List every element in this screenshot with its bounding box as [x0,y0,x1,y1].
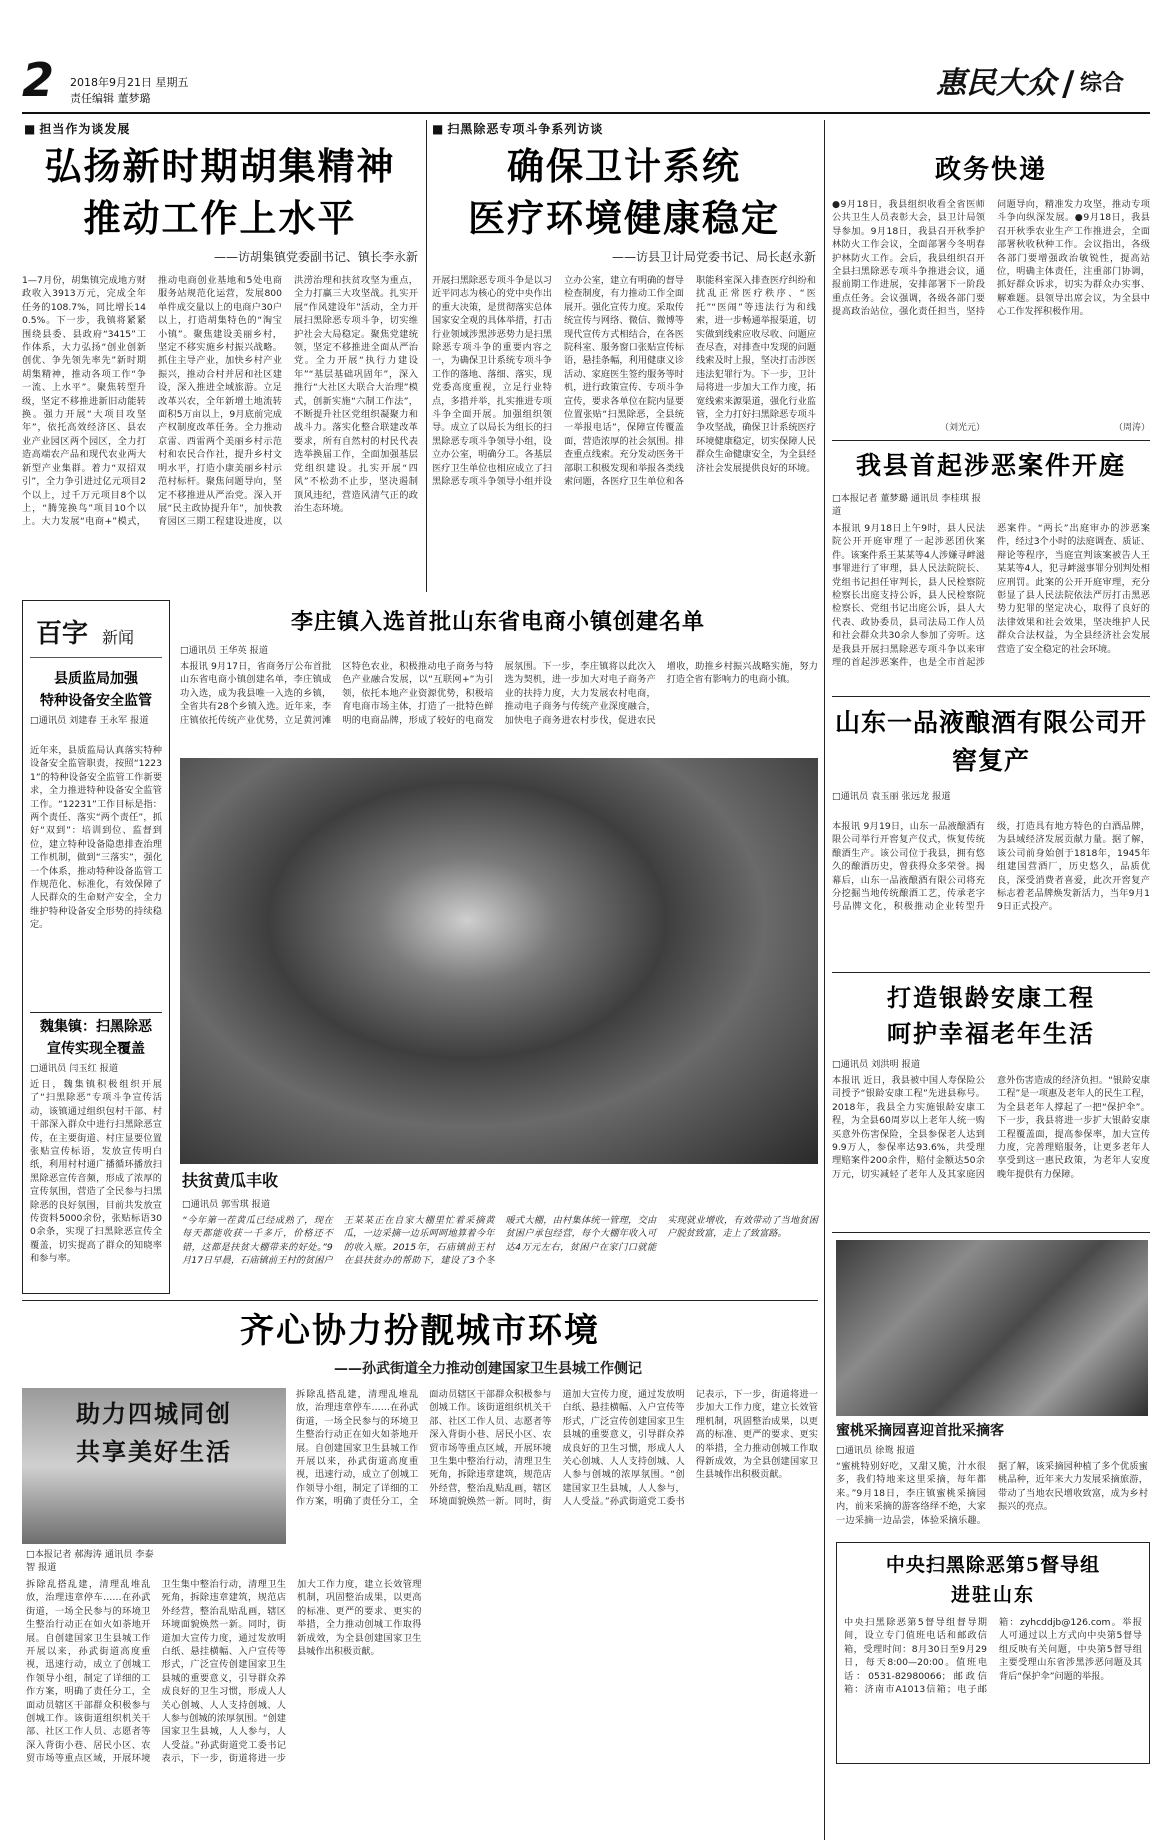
brief-logo-a: 百字 [36,619,89,649]
section-name: 综合 [1080,71,1125,96]
brief-logo-b: 新闻 [102,628,135,647]
a6-title [832,704,1150,784]
photo1-caption: 扶贫黄瓜丰收 [182,1171,279,1190]
a7-body: 本报讯 近日，我县被中国人寿保险公司授予“银龄安康工程”先进县称号。2018年，我县全力实施银龄安康工程，为全县60周岁以上老年人统一购买意外伤害保险，全县参保老人达到9.9万人，参保率达93.6%，共受理理赔案件200余件，赔付金额达50余万元，切实减轻了老年人及其家庭因意外伤害造成的经济负担。“银龄安康工程”是一项惠及老年人的民生工程，为全县老年人撑起了一把“保护伞”。下一步，我县将进一步扩大银龄安康工程覆盖面，提高参保率，加大宣传力度，完善理赔服务，让更多老年人享受到这一惠民政策，为老年人安度晚年提供有力保障。 [832,1075,1150,1180]
a9-byline: □通讯员 徐鸳 报道 [836,1445,915,1456]
a7-rule [832,1232,1150,1233]
a1-tag: ■ 担当作为谈发展 [24,120,384,138]
brief-logo [30,612,162,658]
a10-title-line2: 进驻山东 [950,1584,1035,1606]
a4-title: 我县首起涉恶案件开庭 [855,451,1126,480]
peach-orchard-photo [836,1240,1148,1416]
a2-tag: ■ 扫黑除恶专项斗争系列访谈 [432,120,812,138]
a3-rule [832,440,1150,441]
a6-title-text: 山东一品液酿酒有限公司开窖复产 [834,708,1147,775]
brief1-title-line2: 特种设备安全监管 [40,693,152,709]
brief1-byline: □通讯员 刘建春 王永军 报道 [30,715,149,726]
a5-title: 李庄镇入选首批山东省电商小镇创建名单 [290,609,705,635]
a10-body: 中央扫黑除恶第5督导组督导期间，设立专门值班电话和邮政信箱，受理时间：8月30日至9月29日，每天8:00—20:00。值班电话：0531-82980066；邮政信箱：济南市A1013信箱；电子邮箱：zyhcddjb@126.com。举报人可通过以上方式向中央第5督导组反映有关问题，中央第5督导组主要受理山东省涉黑涉恶问题及其背后“保护伞”问题的举报。 [844,1617,1142,1696]
a9-caption: 蜜桃采摘园喜迎首批采摘客 [836,1423,1004,1439]
a4-byline: □本报记者 董梦璐 通讯员 李桂琪 报道 [832,493,981,517]
editor-line: 责任编辑 董梦璐 [70,92,151,105]
a6-body: 本报讯 9月19日，山东一品液酿酒有限公司举行开窖复产仪式，恢复传统酿酒生产。该公司位于我县，拥有悠久的酿酒历史，曾获得众多荣誉。揭幕后，山东一品液酿酒有限公司将充分挖掘当地传统酿酒工艺，传承老字号品牌文化，积极推动企业转型升级，打造具有地方特色的白酒品牌，为县域经济发展贡献力量。据了解，该公司前身始创于1818年，1945年组建国营酒厂，历史悠久，品质优良，深受消费者喜爱，此次开窖复产标志着老品牌焕发新活力，当年9月19日正式投产。 [832,821,1150,913]
a7-byline: □通讯员 刘洪明 报道 [832,1059,921,1070]
a2-divider [824,120,825,1840]
brief2-byline: □通讯员 闫玉红 报道 [30,1063,119,1074]
a1-subtitle: ——访胡集镇党委副书记、镇长李永新 [213,250,418,264]
brief2-body: 近日，魏集镇积极组织开展了“扫黑除恶”专项斗争宣传活动，该镇通过组织包村干部、村干部深入群众中进行扫黑除恶宣传，在主要街道、村庄显要位置张贴宣传标语，发放宣传明白纸，利用村村通广播循环播放扫黑除恶宣传音频，形成了浓厚的宣传氛围，营造了全民参与扫黑除恶的良好氛围，目前共发放宣传资料5000余份，张贴标语300余条，实现了扫黑除恶宣传全覆盖，切实提高了群众的知晓率和参与率。 [30,1079,162,1265]
brief-rule [30,1012,162,1013]
page-number: 2 [22,53,55,107]
a2-subtitle: ——访县卫计局党委书记、局长赵永新 [611,250,816,264]
a7-title-line1: 打造银龄安康工程 [887,983,1095,1012]
masthead-slash: / [1062,64,1075,104]
a8-banner-line1: 助力四城同创 [76,1399,232,1428]
a8-byline: □本报记者 郝海涛 通讯员 李泰智 报道 [26,1549,154,1573]
a8-body-left: 拆除乱搭乱建，清理乱堆乱放，治理违章停车……在孙武街道，一场全民参与的环境卫生整治行动正在如火如荼地开展。自创建国家卫生县城工作开展以来，孙武街道高度重视，迅速行动，成立了创城工作领导小组，制定了详细的工作方案，明确了责任分工，全面动员辖区干部群众积极参与创城工作。该街道组织机关干部、社区工作人员、志愿者等深入背街小巷、居民小区、农贸市场等重点区域，开展环境卫生集中整治行动，清理卫生死角，拆除违章建筑，规范店外经营，整治乱贴乱画，辖区环境面貌焕然一新。同时，街道加大宣传力度，通过发放明白纸、悬挂横幅、入户宣传等形式，广泛宣传创建国家卫生县城的重要意义，引导群众养成良好的卫生习惯，形成人人关心创城、人人支持创城、人人参与创城的浓厚氛围。“创建国家卫生县城，人人参与，人人受益。”孙武街道党工委书记表示，下一步，街道将进一步加大工作力度，建立长效管理机制，巩固整治成果，以更高的标准、更严的要求、更实的举措，全力推动创城工作取得新成效，为全县创建国家卫生县城作出积极贡献。 [26,1579,422,1765]
a3-signature-1: （刘光元） [939,423,985,433]
a8-banner-line2: 共享美好生活 [76,1437,232,1466]
cucumber-harvest-photo [180,758,818,1164]
a3-signature-2: （周涛） [1113,423,1150,433]
a3-body: ●9月18日，我县组织收看全省医师公共卫生人员表彰大会，县卫计局领导参加。9月18日，我县召开秋季护林防火工作会议，全面部署今冬明春护林防火工作。会后，我县组织召开全县扫黑除恶专项斗争推进会议，通报前期工作进展，安排部署下一阶段重点任务。会议强调，各级各部门要提高政治站位，强化责任担当，坚持问题导向，精准发力攻坚，推动专项斗争向纵深发展。●9月18日，我县召开秋季农业生产工作推进会，全面部署秋收秋种工作。会议指出，各级各部门要增强政治敏锐性，提高站位，明确主体责任，注重部门协调，抓好群众诉求，切实为群众办实事、解难题。县领导出席会议，为全县中心工作发挥积极作用。 [832,199,1150,318]
a4-rule [832,696,1150,697]
a2-body: 开展扫黑除恶专项斗争是以习近平同志为核心的党中央作出的重大决策，是贯彻落实总体国家安全观的具体举措，打击行业领域涉黑涉恶势力是扫黑除恶专项斗争的重要内容之一，为确保卫计系统专项斗争工作的落地、落细、落实，现党委高度重视，立足行业特点，多措并举，扎实推进专项斗争全面开展。加强组织领导。成立了以局长为组长的扫黑除恶专项斗争领导小组，设立办公室，明确分工。各基层医疗卫生单位也相应成立了扫黑除恶专项斗争领导小组并设立办公室，建立有明确的督导检查制度，有力推动工作全面展开。强化宣传力度。采取传统宣传与网络、微信、微博等现代宣传方式相结合，在各医院科室、服务窗口张贴宣传标语，悬挂条幅，利用健康义诊活动、家庭医生签约服务等时机，进行政策宣传、专项斗争宣传，要求各单位在院内显要位置张贴“扫黑除恶，全县统一举报电话”，保障宣传覆盖面，营造浓厚的社会氛围。排查重点线索。充分发动医务干部职工积极发现和举报各类线索问题，各医疗卫生单位和各职能科室深入排查医疗纠纷和扰乱正常医疗秩序、“医托”“医闹”等违法行为和线索，进一步畅通举报渠道，切实做到线索应收尽收、问题应查尽查，对排查中发现的问题线索及时上报，坚决打击涉医违法犯罪行为。下一步，卫计局将进一步加大工作力度，拓宽线索来源渠道，强化行业监管，全力打好扫黑除恶专项斗争攻坚战，确保卫计系统医疗环境健康稳定，切实保障人民群众生命健康安全，为全县经济社会发展提供良好的环境。 [432,275,816,488]
a1-title-line1: 弘扬新时期胡集精神 [44,144,396,188]
brief2-title-line1: 魏集镇：扫黑除恶 [40,1019,152,1035]
a5b-byline: □通讯员 郭雪琪 报道 [182,1199,271,1210]
a6-rule [832,972,1150,973]
date-line: 2018年9月21日 星期五 [70,76,189,89]
a10-title-line1: 中央扫黑除恶第5督导组 [885,1554,1101,1576]
a6-byline: □通讯员 袁玉丽 张远龙 报道 [832,791,951,802]
a5-body: 本报讯 9月17日，省商务厅公布首批山东省电商小镇创建名单，李庄镇成功入选，成为我县唯一入选的乡镇，全省共有28个乡镇入选。近年来，李庄镇依托传统产业优势，立足黄河滩区特色农业，积极推动电子商务与特色产业融合发展，以“互联网+”为引领，依托本地产业资源优势，积极培育电商市场主体，打造了一批特色鲜明的电商品牌，形成了较好的电商发展氛围。下一步，李庄镇将以此次入选为契机，进一步加大对电子商务产业的扶持力度，大力发展农村电商，推动电子商务与传统产业深度融合，加快电子商务进农村步伐，促进农民增收，助推乡村振兴战略实施，努力打造全省有影响力的电商小镇。 [180,661,818,726]
a2-title-line2: 医疗环境健康稳定 [468,196,780,240]
a1-title-line2: 推动工作上水平 [83,196,357,240]
a5-byline: □通讯员 王华英 报道 [180,645,269,656]
a9-body: “蜜桃特别好吃，又甜又脆，汁水很多，我们特地来这里采摘，每年都来。”9月18日，李庄镇蜜桃采摘园内，前来采摘的游客络绎不绝，大家一边采摘一边品尝，体验采摘乐趣。据了解，该采摘园种植了多个优质蜜桃品种，近年来大力发展采摘旅游，带动了当地农民增收致富，成为乡村振兴的亮点。 [836,1461,1148,1526]
a8-title: 齐心协力扮靓城市环境 [240,1311,600,1351]
header-rule [22,112,1150,114]
a8-subtitle: ——孙武街道全力推动创建国家卫生县城工作侧记 [334,1361,642,1377]
brief1-body: 近年来，县质监局认真落实特种设备安全监管职责，按照“12231”的特种设备安全监管工作新要求，全力推进特种设备安全监管工作。“12231”工作目标是指：两个责任、落实“两个责任”，抓好“双到”：培训到位、监督到位，建立特种设备隐患排查治理工作机制，做到“三落实”，强化一个体系，推动特种设备监管工作规范化、标准化，有效保障了人民群众的生命财产安全，全力维护特种设备安全形势的持续稳定。 [30,745,162,931]
mid-rule [22,1300,818,1301]
a3-title: 政务快递 [934,155,1047,185]
brief2-title-line2: 宣传实现全覆盖 [47,1041,145,1057]
brief1-title-line1: 县质监局加强 [54,671,138,687]
a7-title-line2: 呵护幸福老年生活 [887,1019,1095,1048]
masthead: 惠民大众 [936,66,1056,101]
a4-body: 本报讯 9月18日上午9时，县人民法院公开开庭审理了一起涉恶团伙案件。该案件系王某某等4人涉嫌寻衅滋事罪进行了审理，县人民法院院长、党组书记担任审判长，县人民检察院检察长出庭支持公诉，县人民检察院检察长、党组书记出庭公诉，县人大代表、政协委员，县司法局工作人员和社会群众共30余人参加了旁听。这是我县开展扫黑除恶专项斗争以来审理的首起涉恶案件，也是全市首起涉恶案件。“两长”出庭审办的涉恶案件，经过3个小时的法庭调查、质证、辩论等程序，当庭宣判该案被告人王某某等4人，犯寻衅滋事罪分别判处相应刑罚。此案的公开开庭审理，充分彰显了县人民法院依法严厉打击黑恶势力犯罪的坚定决心，取得了良好的法律效果和社会效果，坚决维护人民群众合法权益，为全县经济社会发展营造了安全稳定的社会环境。 [832,523,1150,669]
a1-divider [426,120,427,592]
a2-title-line1: 确保卫计系统 [507,144,741,188]
a8-body-right: 拆除乱搭乱建，清理乱堆乱放，治理违章停车……在孙武街道，一场全民参与的环境卫生整治行动正在如火如荼地开展。自创建国家卫生县城工作开展以来，孙武街道高度重视，迅速行动，成立了创城工作领导小组，制定了详细的工作方案，明确了责任分工，全面动员辖区干部群众积极参与创城工作。该街道组织机关干部、社区工作人员、志愿者等深入背街小巷、居民小区、农贸市场等重点区域，开展环境卫生集中整治行动，清理卫生死角，拆除违章建筑，规范店外经营，整治乱贴乱画，辖区环境面貌焕然一新。同时，街道加大宣传力度，通过发放明白纸、悬挂横幅、入户宣传等形式，广泛宣传创建国家卫生县城的重要意义，引导群众养成良好的卫生习惯，形成人人关心创城、人人支持创城、人人参与创城的浓厚氛围。“创建国家卫生县城，人人参与，人人受益。”孙武街道党工委书记表示，下一步，街道将进一步加大工作力度，建立长效管理机制，巩固整治成果，以更高的标准、更严的要求、更实的举措，全力推动创城工作取得新成效，为全县创建国家卫生县城作出积极贡献。 [296,1389,818,1508]
a1-body: 1—7月份，胡集镇完成地方财政收入3913万元，完成全年任务的108.7%，同比增长140.5%。下一步，我镇将紧紧围绕县委、县政府“3415”工作体系，大力弘扬“创业创新创优、争先领先率先”新时期胡集精神，推动各项工作“争一流、上水平”。聚焦转型升级，坚定不移推进新旧动能转换。强力开展“大项目攻坚年”，依托高效经济区、县农业产业园区两个园区，全力打造高端农产品和现代农业两大新型产业集群。着力“双招双引”，全力争引进过亿元项目2个以上，过千万元项目8个以上，“腾笼换鸟”项目10个以上。大力发展“电商+”模式，推动电商创业基地和5处电商服务站规范化运营，发展800单件成交量以上的电商户30户以上，打造胡集特色的“淘宝小镇”。聚焦建设美丽乡村，坚定不移实施乡村振兴战略。抓住主导产业，加快乡村产业振兴，推动合村并居和社区建设，深入推进全域旅游。立足改革兴农，全年新增土地流转面积5万亩以上，9月底前完成产权制度改革任务。全力推动京雷、西雷两个美丽乡村示范村和农民合作社，提升乡村文明水平，打造小康美丽乡村示范村标杆。聚焦问题导向，坚定不移推进从严治党。深入开展“民主政协提升年”，加快教育园区三期工程建设进度，以洪涝治理和扶贫攻坚为重点，全力打赢三大攻坚战。扎实开展“作风建设年”活动，全力开展扫黑除恶专项斗争，切实维护社会大局稳定。聚焦党建统领，坚定不移推进全面从严治党。全力开展“执行力建设年”“基层基础巩固年”，深入推行“大社区大联合大治理”模式，创新实施“六制工作法”，不断提升社区党组织凝聚力和战斗力。落实化整合联建改革要求，所有自然村的村民代表选举换届工作，全面加强基层党组织建设。扎实开展“四风”不松劲不止步，坚决遏制顶风违纪，营造风清气正的政治生态环境。 [22,275,418,528]
a5b-body: “今年第一茬黄瓜已经成熟了，现在每天都能收获一千多斤，价格还不错，这都是扶贫大棚带来的好处。”9月17日早晨，石庙镇前王村的贫困户王某某正在自家大棚里忙着采摘黄瓜，一边采摘一边乐呵呵地算着今年的收入账。2015年，石庙镇前王村在县扶贫办的帮助下，建设了3个冬暖式大棚，由村集体统一管理，交由贫困户承包经营，每个大棚年收入可达4万元左右，贫困户在家门口就能实现就业增收，有效带动了当地贫困户脱贫致富，走上了致富路。 [182,1215,818,1267]
